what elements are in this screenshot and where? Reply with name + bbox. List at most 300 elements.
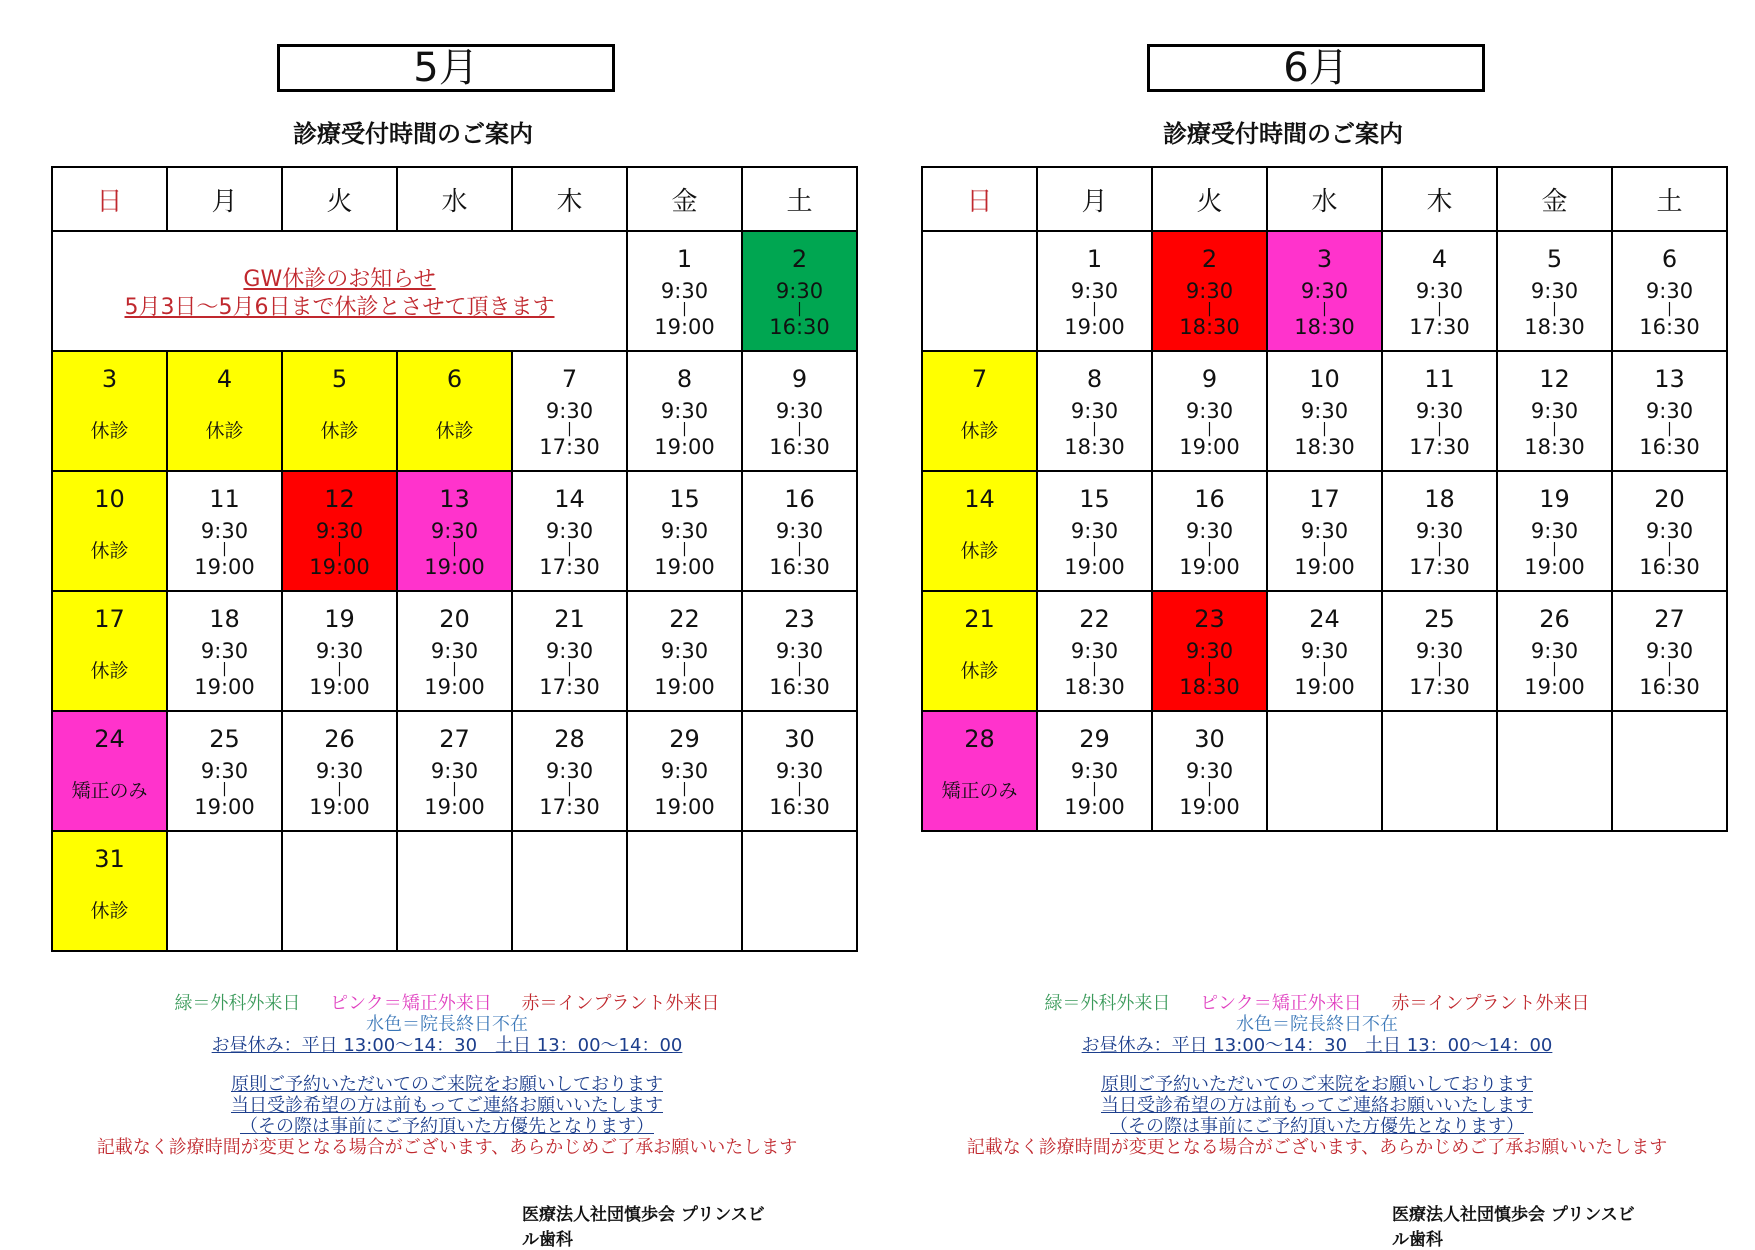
note-line: 当日受診希望の方は前もってご連絡お願いいたします xyxy=(1101,1095,1533,1116)
day-cell xyxy=(1382,231,1497,351)
hours-separator: | xyxy=(452,541,457,557)
open-time: 9:30 xyxy=(660,639,709,663)
open-time: 9:30 xyxy=(1300,519,1349,543)
closed-label: 矯正のみ xyxy=(71,780,148,802)
day-cell xyxy=(512,591,627,711)
hours xyxy=(1613,520,1726,578)
day-number: 2 xyxy=(791,245,808,273)
hours xyxy=(628,280,741,338)
close-time: 17:30 xyxy=(1409,675,1470,699)
weekday-header: 土 xyxy=(742,167,857,231)
open-time: 9:30 xyxy=(545,759,594,783)
day-number: 19 xyxy=(324,605,355,633)
close-time: 17:30 xyxy=(1409,435,1470,459)
day-number: 1 xyxy=(676,245,693,273)
note-line: 原則ご予約いただいてのご来院をお願いしております xyxy=(1101,1074,1533,1095)
day-number: 11 xyxy=(209,485,240,513)
week-row xyxy=(922,351,1727,471)
day-cell xyxy=(1612,471,1727,591)
legend-red: 赤＝インプラント外来日 xyxy=(1391,993,1590,1014)
day-number: 12 xyxy=(324,485,355,513)
day-cell xyxy=(627,351,742,471)
day-cell xyxy=(1037,591,1152,711)
hours xyxy=(1153,760,1266,818)
open-time: 9:30 xyxy=(430,519,479,543)
close-time: 19:00 xyxy=(654,555,715,579)
open-time: 9:30 xyxy=(1530,519,1579,543)
clinic-name: 医療法人社団慎歩会 プリンスビル歯科 xyxy=(522,1205,765,1250)
day-cell xyxy=(1612,711,1727,831)
hours xyxy=(1498,400,1611,458)
hours-separator: | xyxy=(1437,301,1442,317)
hours xyxy=(1613,640,1726,698)
gw-notice-cell xyxy=(52,231,627,351)
close-time: 19:00 xyxy=(424,795,485,819)
day-cell xyxy=(512,711,627,831)
open-time: 9:30 xyxy=(1300,399,1349,423)
open-time: 9:30 xyxy=(315,639,364,663)
close-time: 16:30 xyxy=(769,675,830,699)
day-cell xyxy=(167,711,282,831)
day-cell xyxy=(627,471,742,591)
close-time: 16:30 xyxy=(769,555,830,579)
hours xyxy=(1383,280,1496,338)
closed-label: 休診 xyxy=(205,420,244,442)
hours xyxy=(1153,400,1266,458)
open-time: 9:30 xyxy=(1070,639,1119,663)
hours-separator: | xyxy=(1092,421,1097,437)
close-time: 17:30 xyxy=(539,435,600,459)
hours-separator: | xyxy=(682,421,687,437)
open-time: 9:30 xyxy=(315,519,364,543)
hours-separator: | xyxy=(1437,541,1442,557)
lunch-hours: お昼休み：平日 13:00～14：30 土日 13：00～14：00 xyxy=(211,1035,683,1056)
day-number: 10 xyxy=(94,485,125,513)
day-cell xyxy=(1497,231,1612,351)
close-time: 19:00 xyxy=(1294,555,1355,579)
open-time: 9:30 xyxy=(1070,279,1119,303)
note-line: 原則ご予約いただいてのご来院をお願いしております xyxy=(231,1074,663,1095)
day-number: 11 xyxy=(1424,365,1455,393)
closed-label: 休診 xyxy=(960,420,999,442)
hours-separator: | xyxy=(337,541,342,557)
close-time: 19:00 xyxy=(1524,555,1585,579)
day-number: 3 xyxy=(101,365,118,393)
close-time: 18:30 xyxy=(1524,315,1585,339)
open-time: 9:30 xyxy=(430,639,479,663)
open-time: 9:30 xyxy=(200,759,249,783)
hours xyxy=(1498,520,1611,578)
open-time: 9:30 xyxy=(545,519,594,543)
open-time: 9:30 xyxy=(1185,759,1234,783)
day-number: 30 xyxy=(784,725,815,753)
close-time: 19:00 xyxy=(1179,795,1240,819)
day-cell xyxy=(52,351,167,471)
hours-separator: | xyxy=(1322,661,1327,677)
day-cell xyxy=(1382,711,1497,831)
day-cell xyxy=(1612,231,1727,351)
closed-label: 矯正のみ xyxy=(941,780,1018,802)
closed-label: 休診 xyxy=(435,420,474,442)
hours xyxy=(283,640,396,698)
hours xyxy=(513,520,626,578)
close-time: 17:30 xyxy=(539,555,600,579)
day-cell xyxy=(397,831,512,951)
hours xyxy=(743,400,856,458)
close-time: 19:00 xyxy=(1064,795,1125,819)
day-number: 5 xyxy=(331,365,348,393)
day-number: 23 xyxy=(1194,605,1225,633)
hours-separator: | xyxy=(1207,421,1212,437)
day-cell xyxy=(1037,231,1152,351)
hours-separator: | xyxy=(1667,301,1672,317)
week-row xyxy=(52,231,857,351)
subtitle: 診療受付時間のご案内 xyxy=(1163,120,1403,148)
close-time: 16:30 xyxy=(1639,675,1700,699)
close-time: 19:00 xyxy=(1524,675,1585,699)
weekday-header: 金 xyxy=(627,167,742,231)
day-cell xyxy=(52,471,167,591)
day-number: 14 xyxy=(554,485,585,513)
weekday-header: 水 xyxy=(397,167,512,231)
day-cell xyxy=(52,591,167,711)
hours-separator: | xyxy=(797,781,802,797)
day-cell xyxy=(167,831,282,951)
day-cell xyxy=(742,711,857,831)
day-number: 23 xyxy=(784,605,815,633)
close-time: 16:30 xyxy=(1639,435,1700,459)
open-time: 9:30 xyxy=(1415,279,1464,303)
hours-separator: | xyxy=(567,661,572,677)
weekday-header: 水 xyxy=(1267,167,1382,231)
day-cell xyxy=(1152,711,1267,831)
day-cell xyxy=(1152,471,1267,591)
closed-label: 休診 xyxy=(960,660,999,682)
day-cell xyxy=(742,471,857,591)
day-cell xyxy=(1267,231,1382,351)
day-cell xyxy=(627,711,742,831)
open-time: 9:30 xyxy=(1185,279,1234,303)
weekday-header: 月 xyxy=(167,167,282,231)
week-row xyxy=(922,231,1727,351)
legend-blue: 水色＝院長終日不在 xyxy=(1236,1014,1398,1035)
weekday-header: 土 xyxy=(1612,167,1727,231)
close-time: 19:00 xyxy=(194,555,255,579)
close-time: 17:30 xyxy=(1409,315,1470,339)
day-cell xyxy=(397,591,512,711)
weekday-header: 金 xyxy=(1497,167,1612,231)
close-time: 18:30 xyxy=(1064,675,1125,699)
hours-separator: | xyxy=(797,661,802,677)
day-number: 6 xyxy=(1661,245,1678,273)
open-time: 9:30 xyxy=(1070,399,1119,423)
hours xyxy=(1038,760,1151,818)
hours xyxy=(1038,520,1151,578)
hours-separator: | xyxy=(1667,421,1672,437)
day-number: 13 xyxy=(439,485,470,513)
week-row xyxy=(52,471,857,591)
day-cell xyxy=(282,591,397,711)
day-cell xyxy=(1152,591,1267,711)
hours xyxy=(283,760,396,818)
day-number: 30 xyxy=(1194,725,1225,753)
calendar-may xyxy=(51,166,858,952)
calendar-june xyxy=(921,166,1728,832)
hours xyxy=(1038,400,1151,458)
close-time: 19:00 xyxy=(1179,435,1240,459)
hours-separator: | xyxy=(222,781,227,797)
open-time: 9:30 xyxy=(1415,639,1464,663)
close-time: 19:00 xyxy=(654,315,715,339)
day-cell xyxy=(1267,591,1382,711)
hours-separator: | xyxy=(567,781,572,797)
day-number: 26 xyxy=(324,725,355,753)
day-cell xyxy=(282,351,397,471)
open-time: 9:30 xyxy=(660,399,709,423)
close-time: 16:30 xyxy=(769,795,830,819)
day-cell xyxy=(742,351,857,471)
open-time: 9:30 xyxy=(775,279,824,303)
day-number: 20 xyxy=(439,605,470,633)
day-number: 4 xyxy=(1431,245,1448,273)
hours-separator: | xyxy=(1552,541,1557,557)
hours xyxy=(1383,400,1496,458)
open-time: 9:30 xyxy=(1645,519,1694,543)
day-cell xyxy=(1382,351,1497,471)
close-time: 16:30 xyxy=(769,435,830,459)
day-cell xyxy=(1497,591,1612,711)
day-cell xyxy=(1497,351,1612,471)
hours xyxy=(743,760,856,818)
day-cell xyxy=(1267,351,1382,471)
day-number: 26 xyxy=(1539,605,1570,633)
close-time: 18:30 xyxy=(1524,435,1585,459)
day-number: 24 xyxy=(1309,605,1340,633)
day-number: 18 xyxy=(209,605,240,633)
day-number: 8 xyxy=(1086,365,1103,393)
day-number: 22 xyxy=(669,605,700,633)
day-cell xyxy=(1497,711,1612,831)
hours xyxy=(1153,640,1266,698)
lunch-hours: お昼休み：平日 13:00～14：30 土日 13：00～14：00 xyxy=(1081,1035,1553,1056)
day-cell xyxy=(167,351,282,471)
closed-label: 休診 xyxy=(90,540,129,562)
close-time: 17:30 xyxy=(539,675,600,699)
may-panel xyxy=(0,0,830,1250)
hours-separator: | xyxy=(1092,661,1097,677)
hours-separator: | xyxy=(222,661,227,677)
day-number: 1 xyxy=(1086,245,1103,273)
open-time: 9:30 xyxy=(775,399,824,423)
hours xyxy=(513,640,626,698)
open-time: 9:30 xyxy=(1415,519,1464,543)
legend-red: 赤＝インプラント外来日 xyxy=(521,993,720,1014)
day-cell xyxy=(167,591,282,711)
hours xyxy=(1153,520,1266,578)
day-cell xyxy=(1152,231,1267,351)
hours xyxy=(628,640,741,698)
close-time: 19:00 xyxy=(424,555,485,579)
hours-separator: | xyxy=(682,301,687,317)
open-time: 9:30 xyxy=(660,759,709,783)
legend xyxy=(51,993,843,1158)
hours-separator: | xyxy=(222,541,227,557)
legend xyxy=(921,993,1713,1158)
day-number: 6 xyxy=(446,365,463,393)
week-row xyxy=(52,591,857,711)
open-time: 9:30 xyxy=(775,519,824,543)
note-line: （その際は事前にご予約頂いた方優先となります） xyxy=(240,1116,654,1137)
day-number: 20 xyxy=(1654,485,1685,513)
hours xyxy=(398,520,511,578)
hours xyxy=(1038,640,1151,698)
day-number: 21 xyxy=(964,605,995,633)
legend-colors xyxy=(51,993,843,1014)
week-row xyxy=(922,591,1727,711)
day-number: 25 xyxy=(1424,605,1455,633)
day-number: 15 xyxy=(669,485,700,513)
day-number: 10 xyxy=(1309,365,1340,393)
day-number: 7 xyxy=(971,365,988,393)
close-time: 17:30 xyxy=(539,795,600,819)
open-time: 9:30 xyxy=(1530,639,1579,663)
day-number: 21 xyxy=(554,605,585,633)
open-time: 9:30 xyxy=(1300,279,1349,303)
day-number: 9 xyxy=(1201,365,1218,393)
day-cell xyxy=(742,831,857,951)
hours xyxy=(1153,280,1266,338)
open-time: 9:30 xyxy=(775,639,824,663)
day-cell xyxy=(397,351,512,471)
close-time: 16:30 xyxy=(1639,315,1700,339)
hours xyxy=(513,400,626,458)
hours-separator: | xyxy=(1552,421,1557,437)
day-cell xyxy=(282,711,397,831)
close-time: 19:00 xyxy=(1179,555,1240,579)
hours xyxy=(743,280,856,338)
day-number: 27 xyxy=(439,725,470,753)
hours xyxy=(1613,400,1726,458)
day-number: 4 xyxy=(216,365,233,393)
open-time: 9:30 xyxy=(1530,279,1579,303)
close-time: 18:30 xyxy=(1179,675,1240,699)
day-number: 25 xyxy=(209,725,240,753)
day-number: 29 xyxy=(1079,725,1110,753)
day-cell xyxy=(1267,711,1382,831)
hours-separator: | xyxy=(1207,301,1212,317)
open-time: 9:30 xyxy=(1645,399,1694,423)
weekday-header: 火 xyxy=(282,167,397,231)
day-number: 15 xyxy=(1079,485,1110,513)
close-time: 18:30 xyxy=(1179,315,1240,339)
open-time: 9:30 xyxy=(430,759,479,783)
week-row xyxy=(52,831,857,951)
closed-label: 休診 xyxy=(90,660,129,682)
hours xyxy=(1268,520,1381,578)
open-time: 9:30 xyxy=(1070,759,1119,783)
day-number: 2 xyxy=(1201,245,1218,273)
hours xyxy=(168,520,281,578)
hours xyxy=(1383,640,1496,698)
close-time: 17:30 xyxy=(1409,555,1470,579)
close-time: 19:00 xyxy=(424,675,485,699)
hours xyxy=(398,760,511,818)
day-number: 14 xyxy=(964,485,995,513)
day-number: 17 xyxy=(1309,485,1340,513)
hours-separator: | xyxy=(452,781,457,797)
weekday-header: 月 xyxy=(1037,167,1152,231)
hours xyxy=(1613,280,1726,338)
closed-label: 休診 xyxy=(960,540,999,562)
day-cell xyxy=(742,591,857,711)
day-number: 24 xyxy=(94,725,125,753)
day-cell xyxy=(1382,471,1497,591)
open-time: 9:30 xyxy=(200,639,249,663)
legend-pink: ピンク＝矯正外来日 xyxy=(1200,993,1362,1014)
weekday-header: 日 xyxy=(52,167,167,231)
hours-separator: | xyxy=(1092,541,1097,557)
open-time: 9:30 xyxy=(545,639,594,663)
close-time: 16:30 xyxy=(769,315,830,339)
hours-separator: | xyxy=(1322,541,1327,557)
hours-separator: | xyxy=(1552,661,1557,677)
day-cell xyxy=(1612,591,1727,711)
day-number: 7 xyxy=(561,365,578,393)
hours xyxy=(1268,280,1381,338)
weekday-header: 日 xyxy=(922,167,1037,231)
close-time: 19:00 xyxy=(194,795,255,819)
day-cell xyxy=(52,711,167,831)
day-number: 12 xyxy=(1539,365,1570,393)
hours xyxy=(628,760,741,818)
hours-separator: | xyxy=(797,301,802,317)
hours xyxy=(743,520,856,578)
open-time: 9:30 xyxy=(1070,519,1119,543)
day-cell xyxy=(627,591,742,711)
open-time: 9:30 xyxy=(660,279,709,303)
day-cell xyxy=(922,231,1037,351)
open-time: 9:30 xyxy=(1185,639,1234,663)
day-number: 16 xyxy=(784,485,815,513)
hours-separator: | xyxy=(1552,301,1557,317)
hours-separator: | xyxy=(682,661,687,677)
june-panel xyxy=(870,0,1700,1250)
open-time: 9:30 xyxy=(1645,279,1694,303)
open-time: 9:30 xyxy=(1185,519,1234,543)
close-time: 16:30 xyxy=(1639,555,1700,579)
close-time: 18:30 xyxy=(1064,435,1125,459)
open-time: 9:30 xyxy=(315,759,364,783)
closed-label: 休診 xyxy=(90,420,129,442)
legend-pink: ピンク＝矯正外来日 xyxy=(330,993,492,1014)
hours xyxy=(1268,400,1381,458)
hours-separator: | xyxy=(1437,661,1442,677)
hours xyxy=(628,400,741,458)
open-time: 9:30 xyxy=(775,759,824,783)
day-cell xyxy=(1152,351,1267,471)
day-cell xyxy=(1037,711,1152,831)
hours-separator: | xyxy=(682,541,687,557)
hours-separator: | xyxy=(1322,301,1327,317)
warning-line: 記載なく診療時間が変更となる場合がございます、あらかじめご了承お願いいたします xyxy=(96,1137,798,1158)
month-title: 6月 xyxy=(1147,44,1485,92)
day-cell xyxy=(1382,591,1497,711)
close-time: 19:00 xyxy=(1064,315,1125,339)
subtitle: 診療受付時間のご案内 xyxy=(293,120,533,148)
day-cell xyxy=(742,231,857,351)
hours-separator: | xyxy=(1667,661,1672,677)
day-number: 5 xyxy=(1546,245,1563,273)
